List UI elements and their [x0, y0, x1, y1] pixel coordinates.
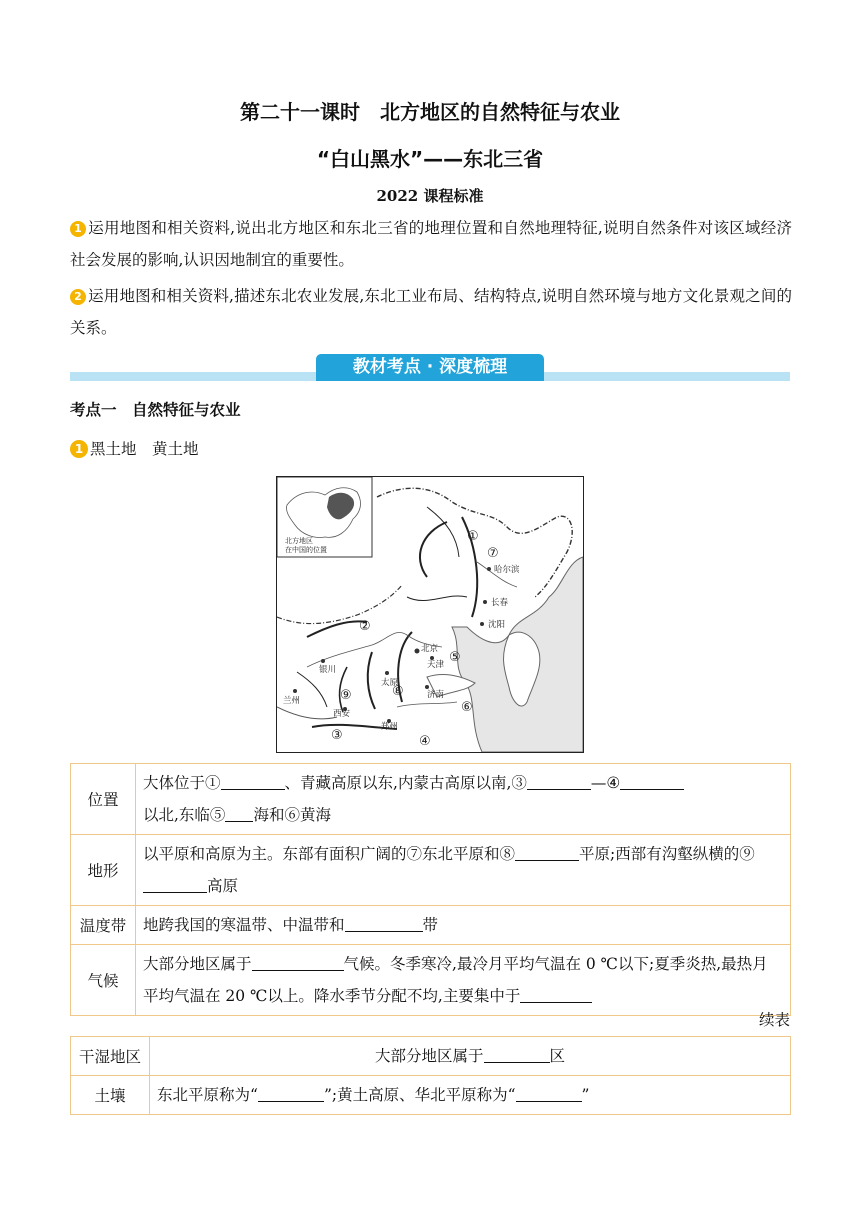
natural-features-table — [70, 763, 791, 1016]
number-badge-icon: 2 — [70, 289, 86, 305]
answer-blank[interactable] — [221, 773, 285, 790]
answer-blank[interactable] — [520, 986, 592, 1003]
content-text: 区 — [549, 1047, 566, 1065]
table-row — [71, 945, 791, 1016]
content-text: 东北平原称为“ — [157, 1086, 258, 1104]
table-row — [71, 764, 791, 835]
page-title: 第二十一课时 北方地区的自然特征与农业 — [240, 100, 620, 124]
content-text: 平原;西部有沟壑纵横的⑨ — [579, 845, 755, 863]
content-text: 带 — [422, 916, 439, 934]
city-label: 西安 — [333, 709, 351, 719]
natural-features-table-continued — [70, 1036, 791, 1115]
content-text: 以北,东临⑤ — [143, 806, 226, 824]
answer-blank[interactable] — [143, 876, 207, 893]
city-label: 长春 — [491, 598, 509, 608]
subsection-title: 黑土地 黄土地 — [90, 440, 199, 458]
inset-caption-line-2: 在中国的位置 — [285, 546, 327, 554]
row-label: 位置 — [71, 764, 136, 835]
answer-blank[interactable] — [345, 915, 423, 932]
continued-label: 续表 — [758, 1011, 790, 1029]
curriculum-standard-heading: 2022 课程标准 — [376, 187, 484, 205]
map-marker: ② — [359, 619, 371, 634]
map-marker: ⑦ — [487, 546, 499, 561]
content-text: 气候。冬季寒冷,最冷月平均气温在 0 ℃以下;夏季炎热,最热月平均气温在 20 ℃以上。降水季节分配不均,主要集中于 — [143, 955, 768, 1005]
subsection-heading — [70, 437, 199, 459]
city-label: 北京 — [421, 644, 439, 654]
answer-blank[interactable] — [516, 1085, 582, 1102]
inset-caption-line-1: 北方地区 — [285, 537, 313, 545]
row-label: 气候 — [71, 945, 136, 1016]
content-text: 大体位于① — [143, 774, 221, 792]
answer-blank[interactable] — [620, 773, 684, 790]
exam-point-title: 考点一 自然特征与农业 — [70, 401, 241, 419]
content-text: 高原 — [207, 877, 239, 895]
answer-blank[interactable] — [225, 805, 253, 822]
row-label: 地形 — [71, 835, 136, 906]
content-text: 大部分地区属于 — [143, 955, 252, 973]
map-marker: ⑥ — [461, 700, 473, 715]
row-content — [136, 945, 791, 1016]
row-content — [136, 835, 791, 906]
content-text: 大部分地区属于 — [374, 1047, 484, 1065]
table-row — [71, 1037, 791, 1076]
map-marker: ⑧ — [392, 684, 404, 699]
northern-region-map — [276, 476, 584, 753]
map-marker: ⑤ — [449, 650, 461, 665]
city-label: 太原 — [381, 678, 399, 688]
standard-text: 运用地图和相关资料,说出北方地区和东北三省的地理位置和自然地理特征,说明自然条件对该区域经济社会发展的影响,认识因地制宜的重要性。 — [70, 219, 792, 269]
map-marker: ① — [467, 529, 479, 544]
content-text: 海和⑥黄海 — [253, 806, 331, 824]
number-badge-icon: 1 — [70, 440, 88, 458]
city-label: 济南 — [427, 690, 445, 700]
answer-blank[interactable] — [252, 954, 344, 971]
row-content — [136, 764, 791, 835]
map-marker: ④ — [419, 734, 431, 749]
city-label: 兰州 — [283, 696, 301, 706]
content-text: ” — [581, 1086, 590, 1104]
answer-blank[interactable] — [515, 844, 579, 861]
content-text: ”;黄土高原、华北平原称为“ — [323, 1086, 516, 1104]
standard-text: 运用地图和相关资料,描述东北农业发展,东北工业布局、结构特点,说明自然环境与地方文化景观之间的关系。 — [70, 287, 792, 337]
table-row — [71, 1076, 791, 1115]
content-text: 地跨我国的寒温带、中温带和 — [143, 916, 345, 934]
content-text: 、青藏高原以东,内蒙古高原以南,③ — [284, 774, 527, 792]
answer-blank[interactable] — [258, 1085, 324, 1102]
city-label: 郑州 — [381, 722, 399, 732]
table-row — [71, 835, 791, 906]
city-label: 银川 — [319, 665, 337, 675]
page-subtitle: “白山黑水”——东北三省 — [316, 147, 544, 171]
row-content — [150, 1037, 791, 1076]
map-marker: ③ — [331, 728, 343, 743]
standard-item-2 — [70, 280, 792, 344]
content-text: —④ — [590, 774, 621, 792]
row-label: 干湿地区 — [71, 1037, 150, 1076]
city-label: 哈尔滨 — [494, 565, 520, 575]
table-row — [71, 906, 791, 945]
city-label: 天津 — [427, 660, 445, 670]
answer-blank[interactable] — [484, 1046, 550, 1063]
city-label: 沈阳 — [488, 620, 506, 630]
row-label: 温度带 — [71, 906, 136, 945]
row-content — [150, 1076, 791, 1115]
map-marker: ⑨ — [340, 688, 352, 703]
row-content — [136, 906, 791, 945]
standard-item-1 — [70, 212, 792, 276]
number-badge-icon: 1 — [70, 221, 86, 237]
content-text: 以平原和高原为主。东部有面积广阔的⑦东北平原和⑧ — [143, 845, 516, 863]
section-banner: 教材考点 · 深度梳理 — [316, 354, 544, 381]
answer-blank[interactable] — [527, 773, 591, 790]
row-label: 土壤 — [71, 1076, 150, 1115]
